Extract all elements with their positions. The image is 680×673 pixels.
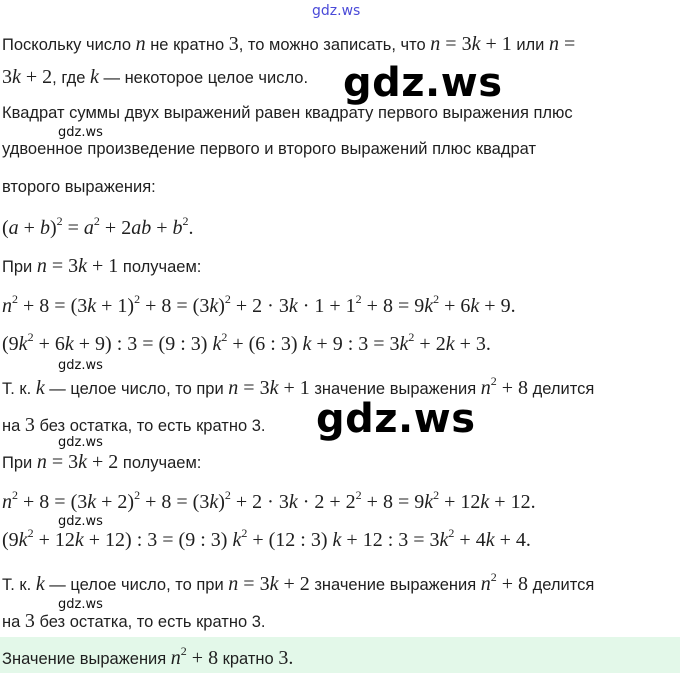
case1-intro: При n = 3k + 1 получаем:	[2, 255, 202, 277]
watermark-small: gdz.ws	[58, 125, 103, 140]
case1-conclusion-line-1: Т. к. k — целое число, то при n = 3k + 1 значение выражения $n^2 + 8$ делится	[2, 374, 595, 399]
watermark-small: gdz.ws	[58, 435, 103, 450]
watermark-small: gdz.ws	[58, 597, 103, 612]
case1-conclusion-line-2: на 3 без остатка, то есть кратно 3.	[2, 414, 266, 436]
case2-division: $(9k^2 + 12k + 12)$ : 3 = (9 : 3) $k^2 + (12$ : 3) k + 12 : $3 = 3k^2 + 4k + 4$.	[2, 526, 531, 551]
case2-conclusion-line-1: Т. к. k — целое число, то при n = 3k + 2 значение выражения $n^2 + 8$ делится	[2, 570, 595, 595]
watermark-small: gdz.ws	[58, 514, 103, 529]
watermark-top: gdz.ws	[312, 3, 361, 19]
answer-text: Значение выражения $n^2 + 8$ кратно 3.	[2, 644, 294, 669]
case1-division: $(9k^2 + 6k + 9)$ : 3 = (9 : 3) $k^2 + (6$ : 3) k + 9 : $3 = 3k^2 + 2k + 3$.	[2, 330, 491, 355]
watermark-large: gdz.ws	[316, 396, 476, 442]
paragraph-intro-line-2: 3k + 2, где k — некоторое целое число.	[2, 66, 309, 88]
case2-equation: $n^2 + 8 = (3k + 2)^2 + 8 = (3k)^2 + 2 \cdot 3k \cdot 2 + 2^2 + 8 = 9k^2 + 12k + 12$.	[2, 488, 536, 513]
paragraph-rule-line-2: удвоенное произведение первого и второго выражений плюс квадрат	[2, 140, 537, 158]
paragraph-rule-line-3: второго выражения:	[2, 178, 156, 196]
case2-conclusion-line-2: на 3 без остатка, то есть кратно 3.	[2, 610, 266, 632]
case1-equation: $n^2 + 8 = (3k + 1)^2 + 8 = (3k)^2 + 2 \cdot 3k \cdot 1 + 1^2 + 8 = 9k^2 + 6k + 9$.	[2, 292, 516, 317]
paragraph-intro-line-1: Поскольку число n не кратно 3, то можно записать, что n = 3k + 1 или n =	[2, 33, 576, 55]
watermark-large: gdz.ws	[343, 60, 503, 106]
paragraph-rule-line-1: Квадрат суммы двух выражений равен квадрату первого выражения плюс	[2, 104, 573, 122]
case2-intro: При n = 3k + 2 получаем:	[2, 451, 202, 473]
formula-square-of-sum: $(a + b)^2 = a^2 + 2ab + b^2$.	[2, 214, 194, 239]
watermark-small: gdz.ws	[58, 358, 103, 373]
